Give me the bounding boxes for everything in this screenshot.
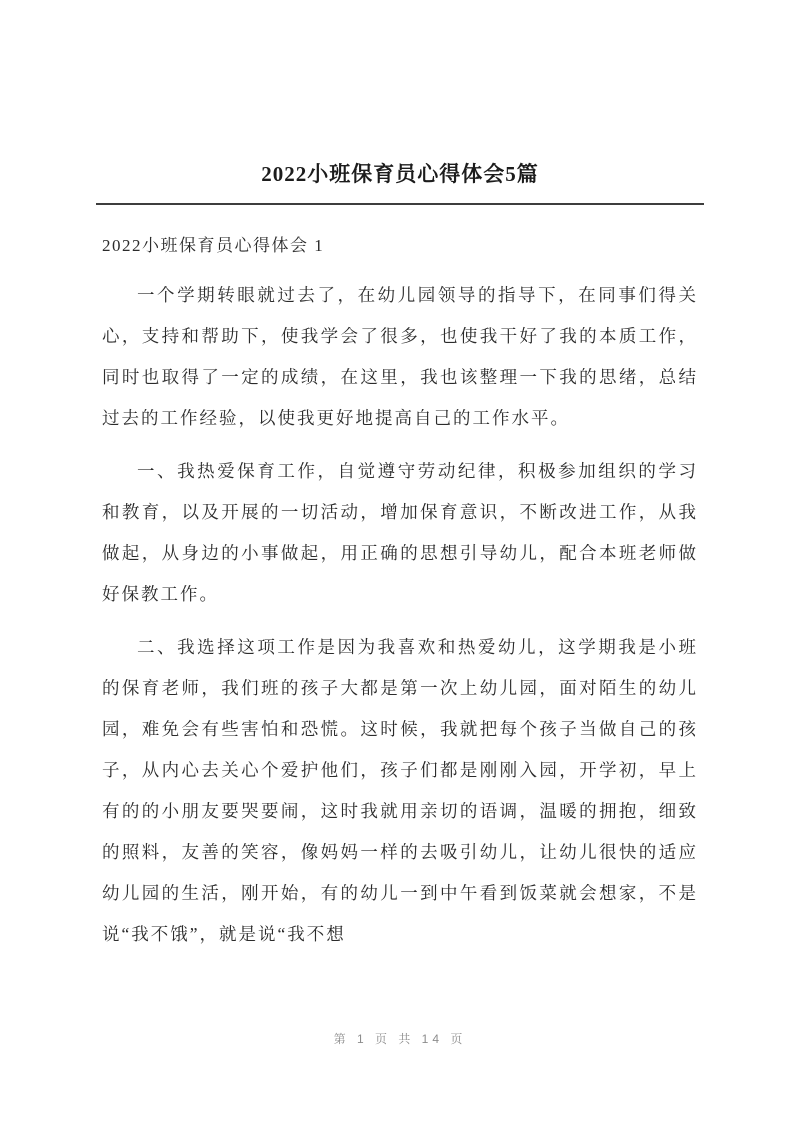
section-heading: 2022小班保育员心得体会 1 bbox=[102, 236, 325, 255]
document-content bbox=[0, 160, 800, 955]
paragraph-1: 一个学期转眼就过去了，在幼儿园领导的指导下，在同事们得关心，支持和帮助下，使我学会了很多，也使我干好了我的本质工作，同时也取得了一定的成绩，在这里，我也该整理一下我的思绪，总结过去的工作经验，以使我更好地提高自己的工作水平。 bbox=[102, 285, 698, 428]
page-footer bbox=[0, 1030, 800, 1047]
paragraph-2: 一、我热爱保育工作，自觉遵守劳动纪律，积极参加组织的学习和教育，以及开展的一切活动，增加保育意识，不断改进工作，从我做起，从身边的小事做起，用正确的思想引导幼儿，配合本班老师做好保教工作。 bbox=[102, 461, 698, 604]
document-body bbox=[102, 275, 698, 955]
title-divider bbox=[96, 203, 704, 205]
paragraph-3: 二、我选择这项工作是因为我喜欢和热爱幼儿，这学期我是小班的保育老师，我们班的孩子大都是第一次上幼儿园，面对陌生的幼儿园，难免会有些害怕和恐慌。这时候，我就把每个孩子当做自己的孩子，从内心去关心个爱护他们，孩子们都是刚刚入园，开学初，早上有的的小朋友要哭要闹，这时我就用亲切的语调，温暖的拥抱，细致的照料，友善的笑容，像妈妈一样的去吸引幼儿，让幼儿很快的适应幼儿园的生活，刚开始，有的幼儿一到中午看到饭菜就会想家，不是说“我不饿”，就是说“我不想 bbox=[102, 637, 698, 944]
page-number-text: 第 1 页 共 14 页 bbox=[333, 1032, 467, 1046]
document-title: 2022小班保育员心得体会5篇 bbox=[261, 162, 539, 186]
